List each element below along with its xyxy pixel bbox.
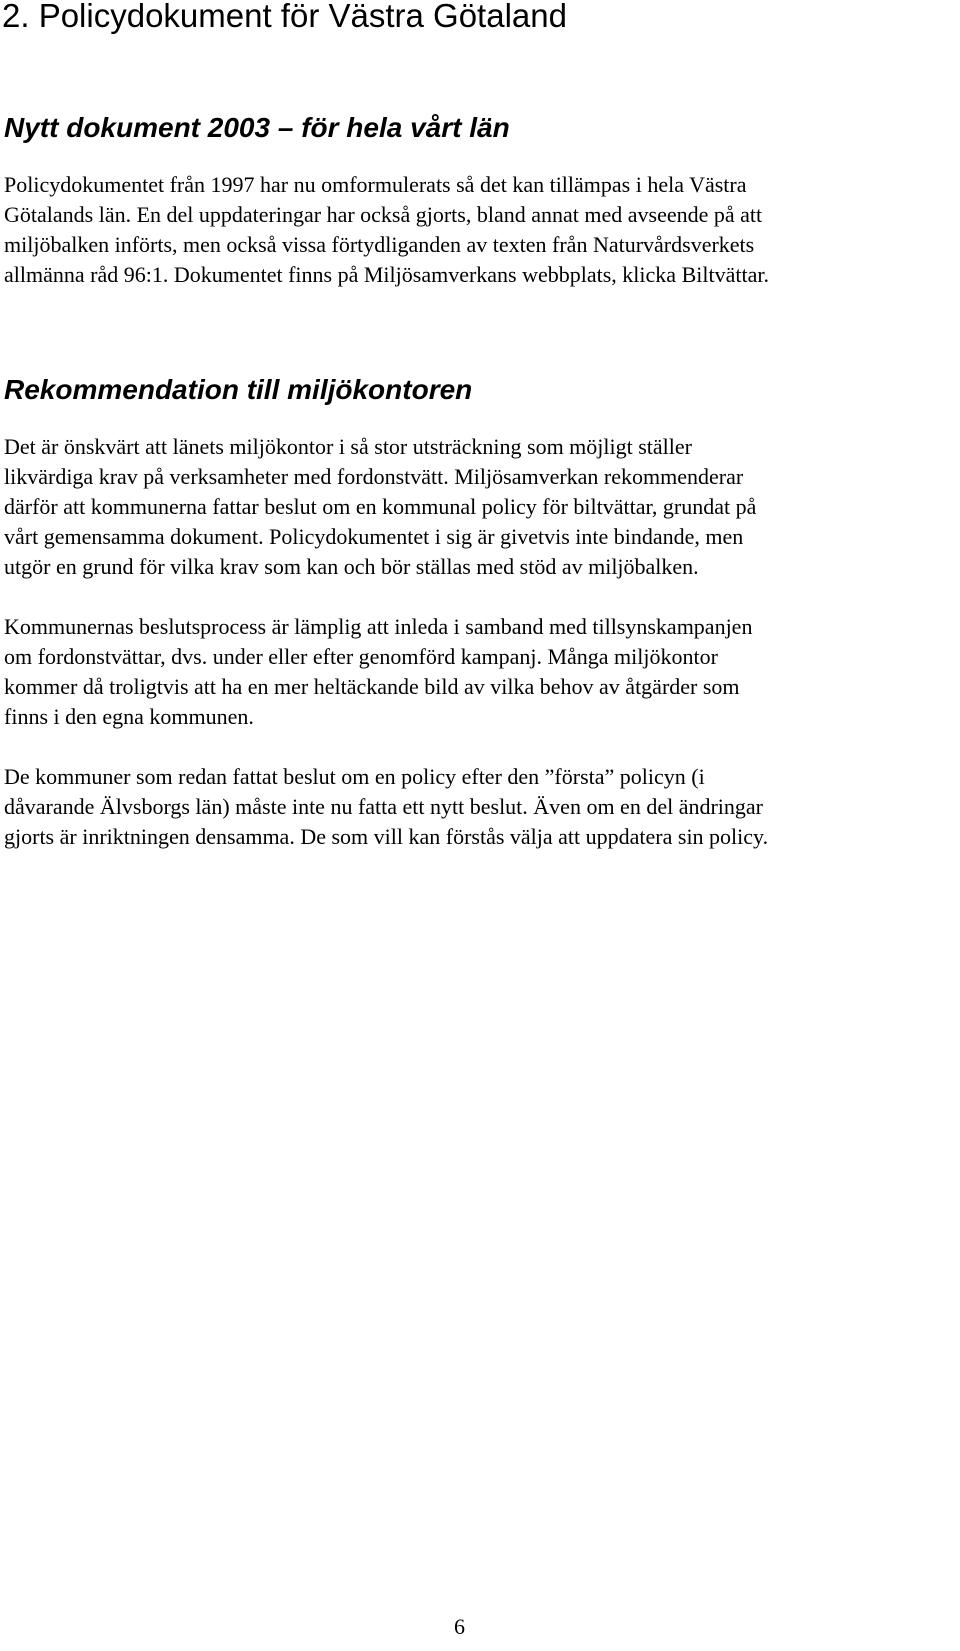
text-line: vårt gemensamma dokument. Policydokumentet i sig är givetvis inte bindande, men — [4, 524, 744, 549]
text-line: Götalands län. En del uppdateringar har också gjorts, bland annat med avseende på att — [4, 202, 763, 227]
paragraph-recommendation — [4, 432, 954, 582]
text-line: om fordonstvättar, dvs. under eller efter genomförd kampanj. Många miljökontor — [4, 644, 718, 669]
subheading-recommendation: Rekommendation till miljökontoren — [4, 374, 473, 405]
page-number: 6 — [454, 1614, 465, 1639]
subheading-new-document: Nytt dokument 2003 – för hela vårt län — [4, 112, 510, 143]
text-line: Kommunernas beslutsprocess är lämplig att inleda i samband med tillsynskampanjen — [4, 614, 753, 639]
text-line: miljöbalken införts, men också vissa förtydliganden av texten från Naturvårdsverkets — [4, 232, 755, 257]
text-line: därför att kommunerna fattar beslut om en kommunal policy för biltvättar, grundat på — [4, 494, 757, 519]
text-line: Policydokumentet från 1997 har nu omformulerats så det kan tillämpas i hela Västra — [4, 172, 747, 197]
text-line: finns i den egna kommunen. — [4, 704, 254, 729]
text-line: allmänna råd 96:1. Dokumentet finns på Miljösamverkans webbplats, klicka Biltvättar. — [4, 262, 769, 287]
paragraph-existing-policy — [4, 762, 954, 852]
text-line: dåvarande Älvsborgs län) måste inte nu fatta ett nytt beslut. Även om en del ändringar — [4, 794, 763, 819]
text-line: utgör en grund för vilka krav som kan och bör ställas med stöd av miljöbalken. — [4, 554, 699, 579]
text-line: Det är önskvärt att länets miljökontor i så stor utsträckning som möjligt ställer — [4, 434, 692, 459]
section-title: 2. Policydokument för Västra Götaland — [2, 0, 567, 34]
paragraph-process — [4, 612, 954, 732]
text-line: likvärdiga krav på verksamheter med fordonstvätt. Miljösamverkan rekommenderar — [4, 464, 744, 489]
text-line: De kommuner som redan fattat beslut om en policy efter den ”första” policyn (i — [4, 764, 705, 789]
paragraph-intro — [4, 170, 954, 290]
text-line: gjorts är inriktningen densamma. De som vill kan förstås välja att uppdatera sin policy. — [4, 824, 769, 849]
text-line: kommer då troligtvis att ha en mer heltäckande bild av vilka behov av åtgärder som — [4, 674, 740, 699]
